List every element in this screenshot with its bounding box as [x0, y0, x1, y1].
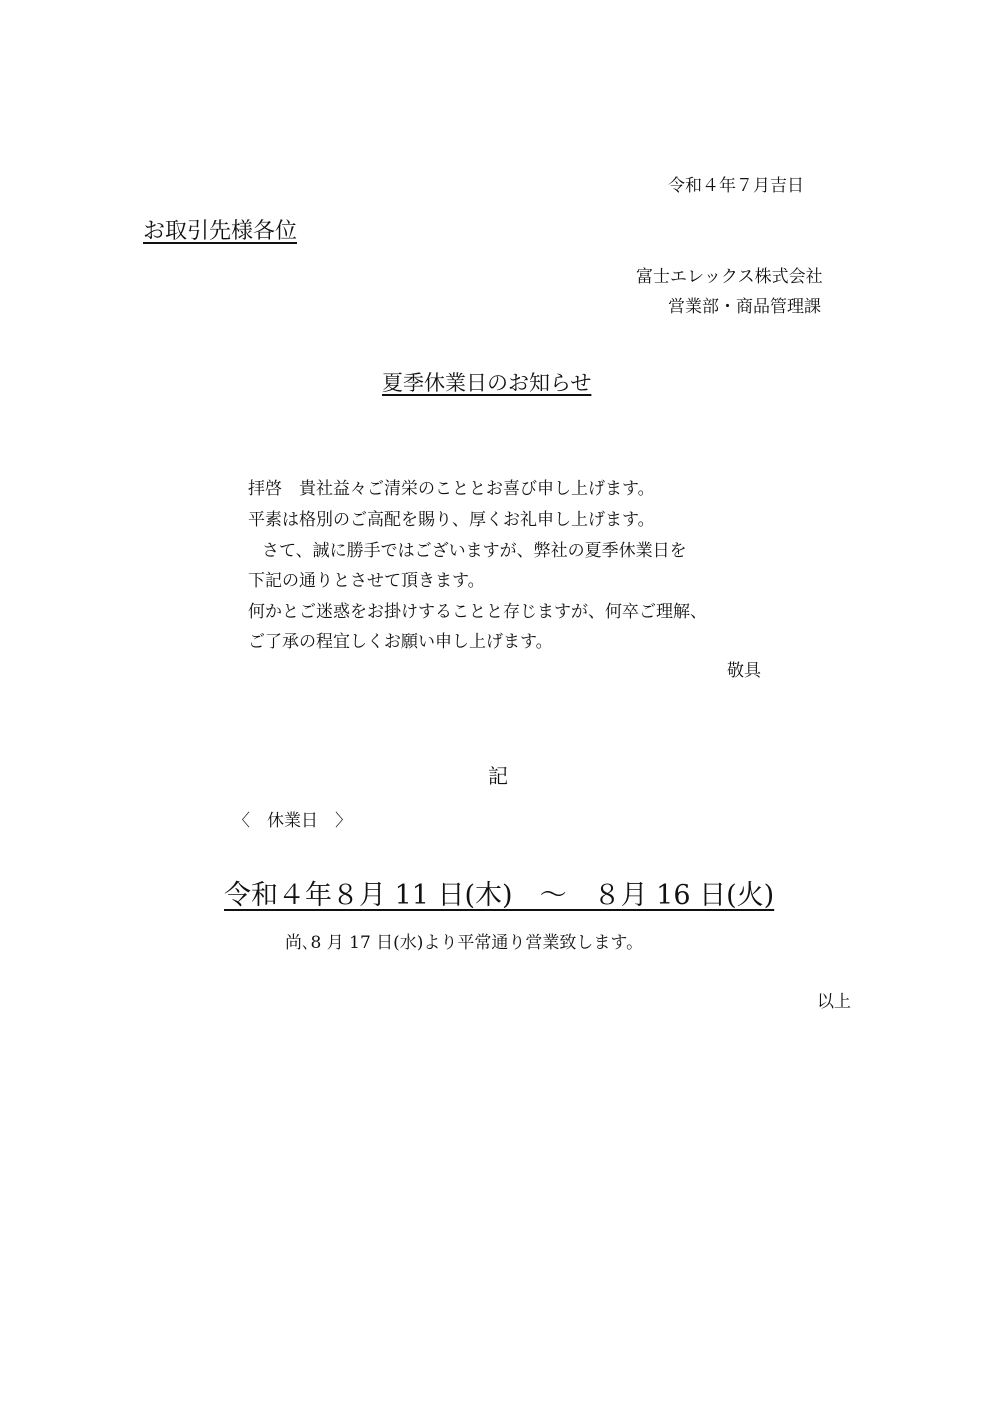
holiday-label: 〈 休業日 〉: [233, 811, 352, 831]
body-line: さて、誠に勝手ではございますが、弊社の夏季休業日を: [262, 541, 687, 561]
notice-heading: 記: [488, 764, 508, 788]
closing-phrase: 敬具: [727, 661, 761, 681]
body-line: 平素は格別のご高配を賜り、厚くお礼申し上げます。: [248, 510, 655, 530]
end-mark: 以上: [817, 992, 851, 1012]
document-title: 夏季休業日のお知らせ: [382, 371, 592, 395]
holiday-date-range: 令和４年８月 11 日(木) ～ ８月 16 日(火): [224, 880, 775, 911]
resume-business-note: 尚､8 月 17 日(水)より平常通り営業致します。: [285, 933, 644, 953]
body-line: ご了承の程宜しくお願い申し上げます。: [248, 632, 553, 652]
sender-company: 富士エレックス株式会社: [636, 267, 823, 287]
sender-department: 営業部・商品管理課: [668, 297, 821, 317]
letter-date: 令和４年７月吉日: [668, 176, 804, 196]
body-line: 何かとご迷惑をお掛けすることと存じますが、何卒ご理解、: [248, 602, 707, 622]
recipient-salutation: お取引先様各位: [143, 219, 298, 244]
body-line: 下記の通りとさせて頂きます。: [248, 571, 485, 591]
body-line: 拝啓 貴社益々ご清栄のこととお喜び申し上げます。: [248, 479, 655, 499]
